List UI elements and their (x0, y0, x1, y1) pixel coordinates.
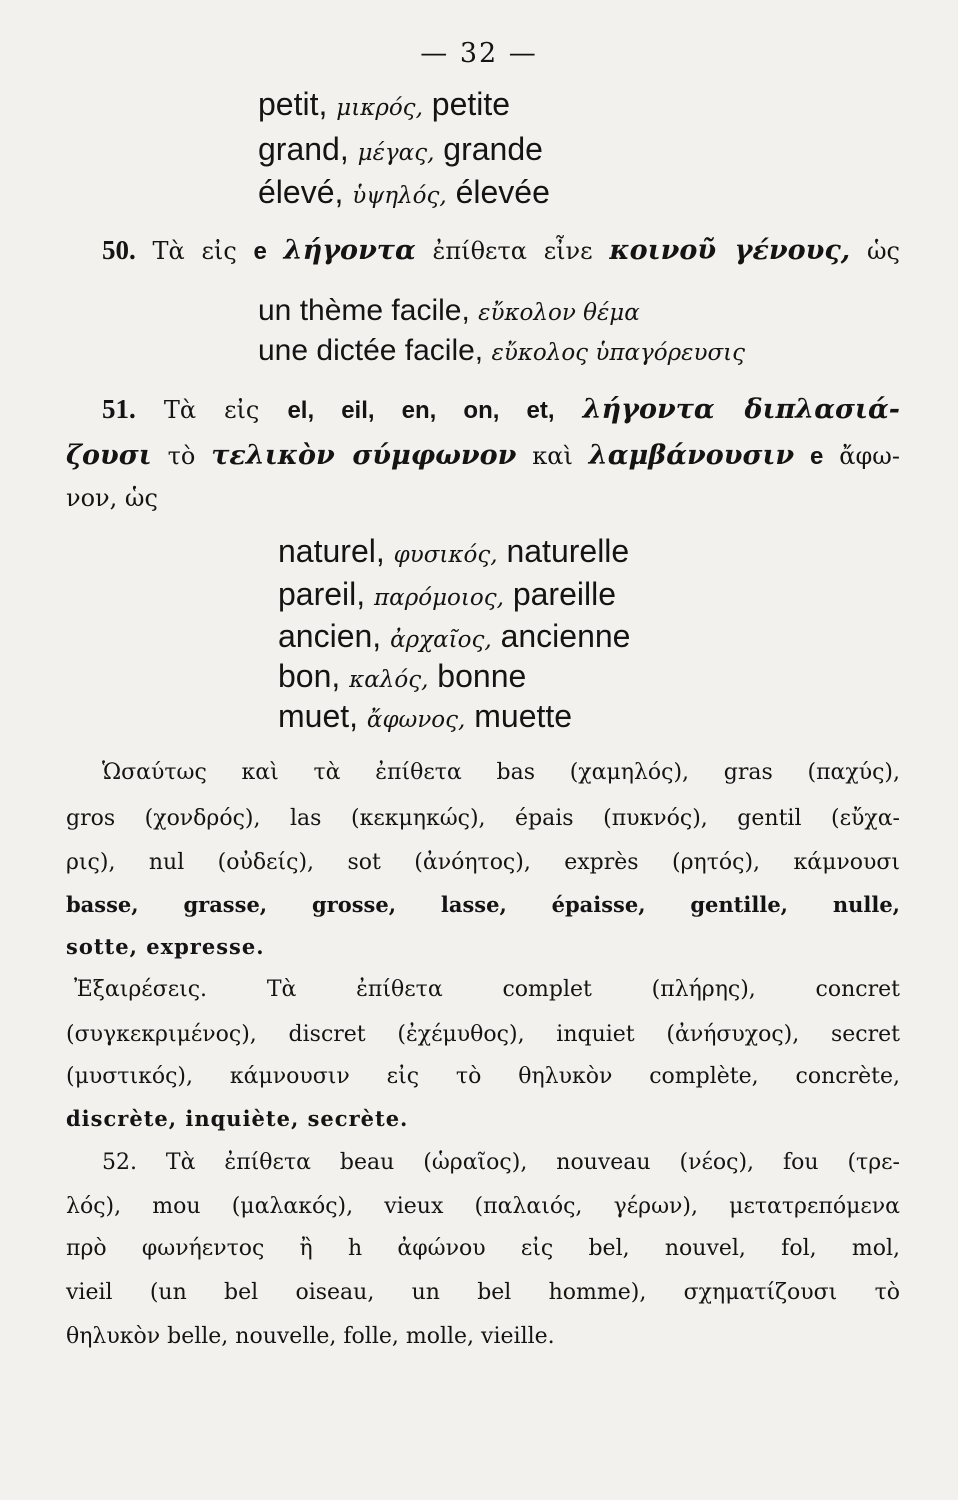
text: Τὰ εἰς (163, 396, 260, 424)
french-word: ancienne (500, 618, 631, 654)
text: τὸ (167, 442, 196, 470)
example-line (258, 294, 640, 328)
page-number: — 32 — (420, 38, 538, 69)
paragraph-line: 52. Τὰ ἐπίθετα beau (ὡραῖος), nouveau (νέος), fou (τρε- (102, 1150, 900, 1175)
section-51-line: νον, ὡς (66, 484, 158, 512)
paragraph-line: ρις), nul (οὐδείς), sot (ἀνόητος), exprès (ρητός), κάμνουσι (66, 850, 900, 875)
text: e (810, 443, 824, 470)
greek-word: ἀρχαῖος, (390, 627, 492, 653)
paragraph-line: vieil (un bel oiseau, un bel homme), σχηματίζουσι τὸ (66, 1280, 900, 1305)
paragraph-line: (συγκεκριμένος), discret (ἐχέμυθος), inquiet (ἀνήσυχος), secret (66, 1022, 900, 1047)
french-word: élevée (455, 174, 550, 210)
greek-word: ὑψηλός, (352, 183, 447, 209)
greek-word: παρόμοιος, (374, 585, 504, 611)
paragraph-line: (μυστικός), κάμνουσιν εἰς τὸ θηλυκὸν complète, concrète, (66, 1064, 900, 1089)
greek-word: φυσικός, (393, 542, 498, 568)
text: ἐπίθετα εἶνε (432, 237, 593, 265)
paragraph-line: θηλυκὸν belle, nouvelle, folle, molle, vieille. (66, 1324, 555, 1349)
french-word: muet, (278, 698, 359, 734)
french-word: bon, (278, 658, 341, 694)
french-word: petite (431, 86, 511, 122)
text: κοινοῦ γένους, (609, 235, 851, 266)
paragraph-line: λός), mou (μαλακός), vieux (παλαιός, γέρων), μετατρεπόμενα (66, 1194, 900, 1219)
french-word: naturel, (278, 533, 385, 569)
french-word: petit, (258, 86, 328, 122)
text: ζουσι (66, 440, 152, 471)
greek-phrase: εὔκολον θέμα (478, 300, 640, 326)
greek-phrase: εὔκολος ὑπαγόρευσις (491, 340, 746, 366)
example-line (278, 576, 616, 613)
section-51-line (102, 394, 900, 425)
greek-word: καλός, (349, 667, 429, 693)
text: λαμβάνουσιν (588, 440, 795, 471)
french-word: pareil, (278, 576, 366, 612)
section-number: 51. (102, 394, 136, 424)
text: ἄφω- (839, 442, 900, 470)
french-word: bonne (437, 658, 527, 694)
french-phrase: une dictée facile, (258, 334, 484, 367)
example-line (258, 86, 510, 123)
paragraph-line: Ἐξαιρέσεις. Τὰ ἐπίθετα complet (πλήρης), concret (74, 977, 900, 1002)
french-word: ancien, (278, 618, 382, 654)
french-word: muette (474, 698, 573, 734)
paragraph-line: πρὸ φωνήεντος ἢ h ἀφώνου εἰς bel, nouvel, fol, mol, (66, 1236, 900, 1261)
section-51-line (66, 440, 900, 471)
text: e (253, 238, 267, 265)
text: ὡς (866, 237, 900, 265)
text: el, eil, en, on, et, (287, 397, 555, 424)
section-50-line (102, 235, 900, 266)
paragraph-line: gros (χονδρός), las (κεκμηκώς), épais (πυκνός), gentil (εὔχα- (66, 806, 900, 831)
french-word: naturelle (506, 533, 630, 569)
paragraph-line: sotte, expresse. (66, 934, 265, 959)
paragraph-line: basse, grasse, grosse, lasse, épaisse, gentille, nulle, (66, 892, 900, 917)
french-word: élevé, (258, 174, 344, 210)
greek-word: μέγας, (357, 140, 435, 166)
example-line (278, 618, 630, 655)
greek-word: μικρός, (336, 95, 423, 121)
example-line (258, 131, 543, 168)
example-line (258, 174, 550, 211)
french-word: pareille (512, 576, 616, 612)
text: καὶ (532, 442, 573, 470)
greek-word: ἄφωνος, (366, 707, 466, 733)
french-word: grande (443, 131, 543, 167)
example-line (278, 698, 572, 735)
french-phrase: un thème facile, (258, 294, 470, 327)
french-word: grand, (258, 131, 349, 167)
paragraph-line: Ὡσαύτως καὶ τὰ ἐπίθετα bas (χαμηλός), gras (παχύς), (102, 760, 900, 785)
example-line (278, 533, 629, 570)
text: λήγοντα διπλασιά- (582, 394, 900, 425)
example-line (258, 334, 745, 368)
example-line (278, 658, 526, 695)
text: τελικὸν σύμφωνον (211, 440, 517, 471)
section-number: 50. (102, 235, 136, 265)
paragraph-line: discrète, inquiète, secrète. (66, 1106, 409, 1131)
text: λήγοντα (283, 235, 416, 266)
text: Τὰ εἰς (152, 237, 237, 265)
